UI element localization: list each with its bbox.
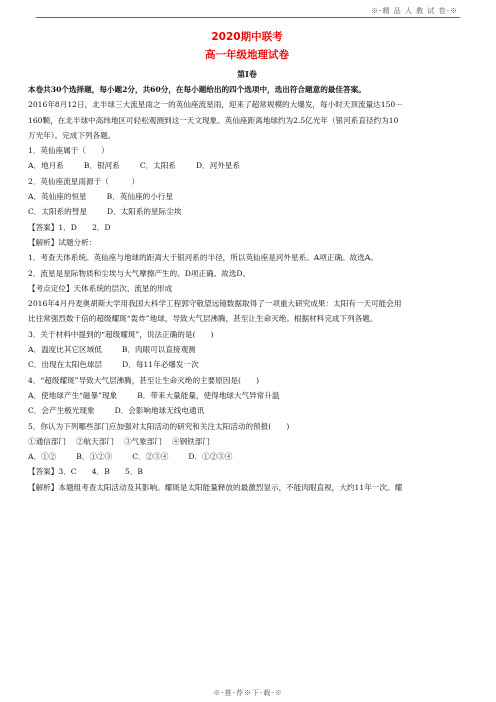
q1-options	[28, 158, 466, 173]
q3-option-b: B．肉眼可以直接观测	[121, 345, 196, 355]
analysis1-head: 【解析】试题分析：	[28, 237, 97, 247]
q5-option-d: D．①②③④	[188, 452, 233, 462]
q4-option-a: A．使地球产生“磁暴”现象	[28, 390, 118, 400]
q2-option-b: B．英仙座的小行星	[106, 192, 173, 202]
q2-options-row2	[28, 204, 466, 219]
page-footer: ※-推-荐※下-载-※	[213, 689, 283, 697]
q1-option-c: C．太阳系	[139, 161, 177, 171]
instructions: 本卷共30个选择题，每小题2分，共60分，在每小题给出的四个选项中，选出符合题意的最佳答案。	[28, 85, 366, 94]
knowledge-point-1: 【考点定位】天体系统的层次、流星的形成	[28, 283, 173, 293]
analysis1-line1: 1．考查天体系统。英仙座与地球的距离大于银河系的半径，所以英仙座是河外星系。A项正确。故选A。	[28, 253, 378, 263]
answer-block-2: 【答案】3．C 4．B 5．B	[28, 467, 143, 477]
q4-options-row1	[28, 388, 466, 403]
q1-option-b: B．银河系	[83, 161, 120, 171]
q4-options-row2	[28, 403, 466, 418]
q3-option-c: C．出现在太阳色球层	[28, 360, 103, 370]
document-body	[28, 28, 466, 495]
q5-items: ①通信部门 ②航天部门 ③气象部门 ④钢铁部门	[28, 436, 210, 446]
analysis1-line2: 2．流星是星际物质和尘埃与大气摩擦产生的。D项正确。故选D。	[28, 268, 251, 278]
q2-stem: 2．英仙座流星雨源于（ ）	[28, 176, 140, 186]
q5-options	[28, 449, 466, 464]
header-divider	[36, 17, 460, 18]
q3-option-a: A．温度比其它区域低	[28, 345, 102, 355]
q2-option-a: A．英仙座的恒星	[28, 192, 87, 202]
q2-option-c: C．太阳系的彗星	[28, 207, 87, 217]
section-heading: 第Ⅰ卷	[237, 69, 257, 79]
q1-option-a: A．地月系	[28, 161, 64, 171]
page-header: ※-精 品 人 教 试 卷-※	[371, 7, 458, 15]
q4-option-d: D．会影响地球无线电通讯	[114, 406, 205, 416]
analysis2-line1: 【解析】本题组考查太阳活动及其影响。耀斑是太阳能量释放的最激烈显示，不能肉眼直视，大约11年一次。耀	[28, 482, 403, 492]
q3-option-d: D．每11年必爆发一次	[122, 360, 199, 370]
q4-option-b: B．带来大量能量，使得地球大气异常升温	[137, 390, 280, 400]
passage1-line3: 万光年）。完成下列各题。	[28, 130, 116, 140]
answer-block-1: 【答案】1．D 2．D	[28, 222, 111, 232]
q5-option-a: A．①②	[28, 452, 57, 462]
q4-option-c: C．会产生极光现象	[28, 406, 95, 416]
passage2-line1: 2016年4月丹麦奥胡斯大学用我国大科学工程郭守敬望远镜数据取得了一项重大研究成果：太阳有一天可能会用	[28, 299, 402, 309]
q2-options-row1	[28, 189, 466, 204]
q5-stem: 5．你认为下列哪些部门应加强对太阳活动的研究和关注太阳活动的预报( )	[28, 421, 290, 431]
passage2-line2: 比往常强烈数千倍的超级耀斑“轰炸”地球，导致大气层沸腾，甚至让生命灭绝。根据材料完成下列各题。	[28, 314, 378, 324]
q1-stem: 1．英仙座属于（ ）	[28, 146, 109, 156]
q2-option-d: D．太阳系的星际尘埃	[106, 207, 182, 217]
q3-options-row1	[28, 342, 466, 357]
q1-option-d: D．河外星系	[196, 161, 241, 171]
exam-title: 2020期中联考	[211, 31, 283, 43]
q4-stem: 4．“超级耀斑”导致大气层沸腾，甚至让生命灭绝的主要原因是( )	[28, 375, 260, 385]
passage1-line1: 2016年8月12日，北半球三大流星雨之一的英仙座流星雨，迎来了超常规模的大爆发，每小时天顶流量达150－	[28, 100, 403, 110]
exam-subtitle: 高一年级地理试卷	[205, 49, 289, 61]
q5-option-c: C．②③④	[132, 452, 169, 462]
q3-options-row2	[28, 357, 466, 372]
passage1-line2: 160颗，在北半球中高纬地区可轻松观测到这一天文现象。英仙座距离地球约为2.5亿光年（银河系直径约为10	[28, 115, 399, 125]
q5-option-b: B．①②③	[76, 452, 113, 462]
q3-stem: 3．关于材料中提到的“超级耀斑”，说法正确的是( )	[28, 329, 214, 339]
